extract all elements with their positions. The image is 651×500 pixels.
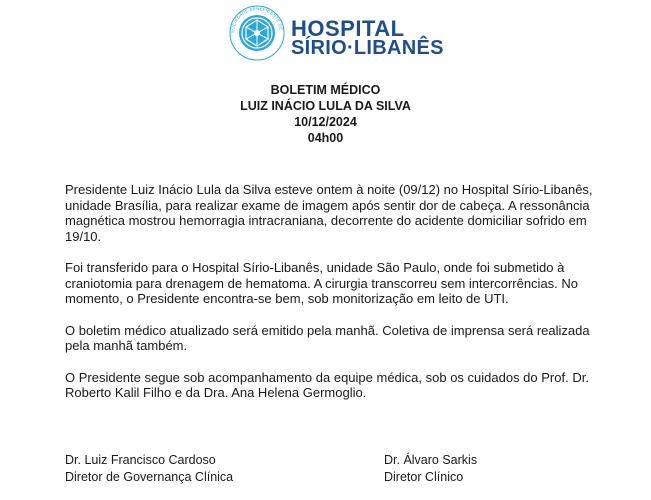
bulletin-heading: BOLETIM MÉDICO [270, 83, 381, 97]
signature-left-role: Diretor de Governança Clínica [65, 470, 234, 484]
logo-ring-text: SOCIEDADE BENEFICENTE DE [229, 5, 284, 34]
signature-left [65, 452, 233, 486]
signature-right [384, 452, 477, 486]
signature-right-role: Diretor Clínico [384, 470, 464, 484]
patient-name: LUIZ INÁCIO LULA DA SILVA [240, 99, 411, 113]
bulletin-date: 10/12/2024 [294, 115, 357, 129]
paragraph-3: O boletim médico atualizado será emitido pela manhã. Coletiva de imprensa será realizada pela manhã também. [65, 322, 590, 353]
bulletin-body [65, 182, 595, 417]
bulletin-time: 04h00 [307, 131, 344, 145]
signature-right-name: Dr. Álvaro Sarkis [384, 453, 478, 467]
bulletin-titles [0, 82, 651, 146]
signature-left-name: Dr. Luiz Francisco Cardoso [65, 453, 216, 467]
paragraph-1: Presidente Luiz Inácio Lula da Silva esteve ontem à noite (09/12) no Hospital Sírio-Libanês, unidade Brasília, para realizar exame de imagem após sentir dor de cabeça. A ressonância magnética mostrou hemorragia intracraniana, decorrente do acidente domiciliar sofrido em 19/10. [65, 182, 593, 244]
paragraph-4: O Presidente segue sob acompanhamento da equipe médica, sob os cuidados do Prof. Dr. Roberto Kalil Filho e da Dra. Ana Helena Germoglio. [65, 369, 589, 400]
paragraph-2: Foi transferido para o Hospital Sírio-Libanês, unidade São Paulo, onde foi submetido à craniotomia para drenagem de hematoma. A cirurgia transcorreu sem intercorrências. No momento, o Presidente encontra-se bem, sob monitorização em leito de UTI. [65, 260, 579, 306]
hospital-logo-icon [228, 4, 286, 62]
brand-line-1: HOSPITAL [291, 16, 405, 41]
brand-line-2: SÍRIO·LIBANÊS [291, 37, 444, 59]
hospital-header [228, 4, 444, 64]
